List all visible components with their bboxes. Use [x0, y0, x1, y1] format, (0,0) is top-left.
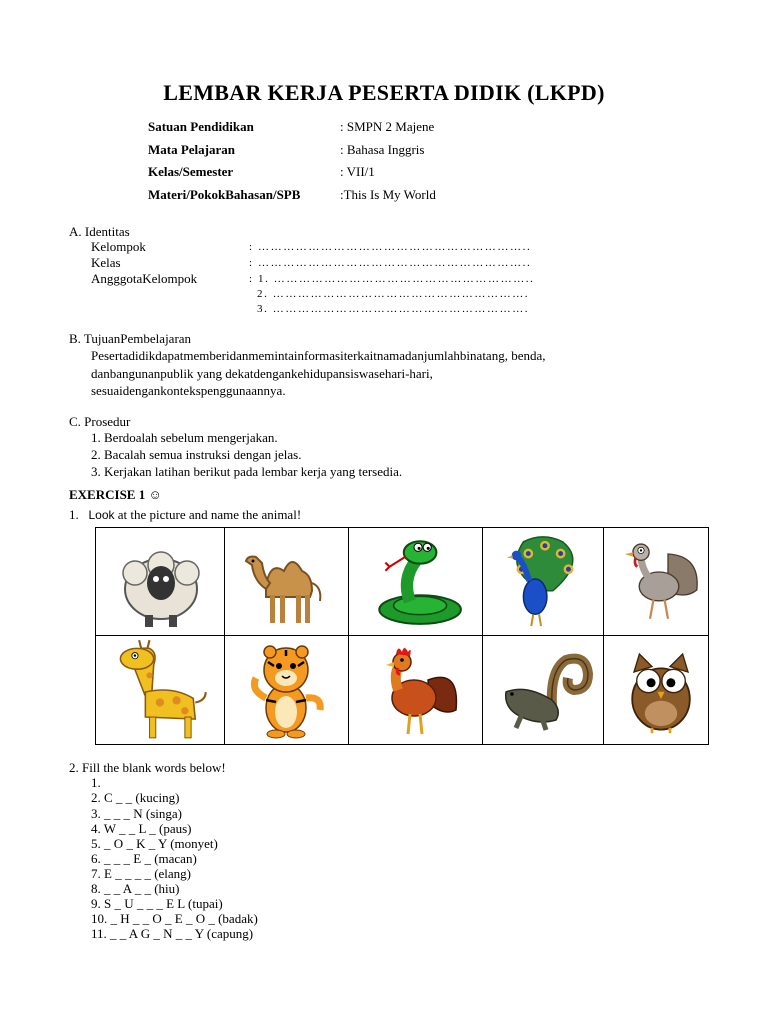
list-item: 2. C _ _ (kucing)	[91, 790, 180, 805]
owl-icon	[616, 638, 706, 742]
turkey-icon	[614, 530, 704, 632]
section-b-heading: B. TujuanPembelajaran	[69, 331, 192, 346]
prosedur-step: 1. Berdoalah sebelum mengerjakan.	[91, 430, 278, 445]
list-item: 9. S _ U _ _ _ E L (tupai)	[91, 896, 223, 911]
identitas-label: AngggotaKelompok	[91, 271, 198, 286]
camel-icon	[236, 530, 336, 632]
tujuan-line: danbangunanpublik yang dekatdengankehidupansiswasehari-hari,	[91, 366, 433, 381]
list-item: 11. _ _ A G _ N _ _ Y (capung)	[91, 926, 254, 941]
animal-picture-grid	[95, 527, 709, 745]
identitas-field: : ………………………………………………………..	[249, 257, 532, 269]
list-item: 7. E _ _ _ _ (elang)	[91, 866, 192, 881]
tujuan-line: sesuaidengankontekspenggunaannya.	[91, 383, 286, 398]
snake-icon	[364, 530, 468, 632]
page-title: LEMBAR KERJA PESERTA DIDIK (LKPD)	[163, 80, 605, 105]
exercise-question	[69, 507, 301, 523]
peacock-icon	[494, 530, 592, 632]
identitas-field: : ………………………………………………………..	[249, 241, 532, 253]
list-item: 10. _ H _ _ O _ E _ O _ (badak)	[91, 911, 258, 926]
question-look-word: Look	[88, 508, 115, 522]
prosedur-step: 3. Kerjakan latihan berikut pada lembar kerja yang tersedia.	[91, 464, 403, 479]
list-item: 3. _ _ _ N (singa)	[91, 806, 182, 821]
info-label: Kelas/Semester	[148, 164, 234, 179]
identitas-field: : 1. ……………………………………………………..	[249, 273, 535, 285]
section-a-heading: A. Identitas	[69, 224, 130, 239]
list-item: 8. _ _ A _ _ (hiu)	[91, 881, 180, 896]
rooster-icon	[368, 638, 468, 742]
komodo-icon	[496, 638, 596, 742]
info-label: Materi/PokokBahasan/SPB	[148, 187, 301, 202]
fill-blank-heading: 2. Fill the blank words below!	[69, 760, 226, 775]
info-label: Satuan Pendidikan	[148, 119, 254, 134]
tujuan-line: Pesertadidikdapatmemberidanmemintainformasiterkaitnamadanjumlahbinatang, benda,	[91, 348, 546, 363]
question-text: at the picture and name the animal!	[114, 507, 302, 522]
section-c-heading: C. Prosedur	[69, 414, 131, 429]
list-item: 6. _ _ _ E _ (macan)	[91, 851, 197, 866]
info-value: : VII/1	[340, 164, 375, 179]
question-number: 1.	[69, 507, 79, 522]
list-item: 4. W _ _ L _ (paus)	[91, 821, 192, 836]
identitas-field: 2. …………………………………………………….	[257, 288, 530, 300]
sheep-icon	[111, 530, 211, 632]
identitas-field: 3. …………………………………………………….	[257, 303, 530, 315]
identitas-label: Kelompok	[91, 239, 146, 254]
prosedur-step: 2. Bacalah semua instruksi dengan jelas.	[91, 447, 302, 462]
identitas-label: Kelas	[91, 255, 121, 270]
giraffe-icon	[108, 638, 216, 742]
tiger-icon	[236, 638, 336, 742]
exercise-heading: EXERCISE 1 ☺	[69, 487, 162, 502]
list-item: 5. _ O _ K _ Y (monyet)	[91, 836, 218, 851]
info-value: :This Is My World	[340, 187, 436, 202]
info-value: : SMPN 2 Majene	[340, 119, 435, 134]
info-label: Mata Pelajaran	[148, 142, 236, 157]
info-value: : Bahasa Inggris	[340, 142, 425, 157]
list-item: 1.	[91, 775, 101, 790]
